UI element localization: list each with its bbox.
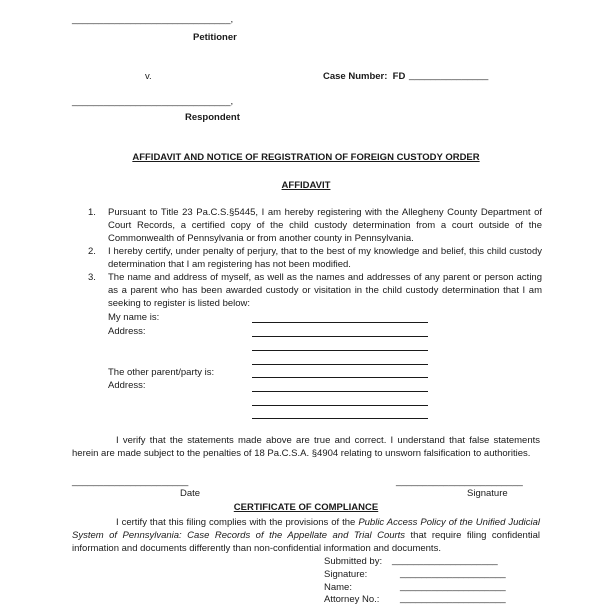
address-field-line-3[interactable] [252,364,428,365]
affidavit-heading: AFFIDAVIT [281,180,331,191]
petitioner-line[interactable]: ______________________________, [72,14,234,25]
name-field-label: Name: [324,582,352,593]
other-address-label: Address: [108,380,146,391]
verification-paragraph: I verify that the statements made above are true and correct. I understand that false statements herein are made subject to the penalties of 18 Pa.C.S.A. §4904 relating to unsworn falsification to authorities. [72,435,540,459]
respondent-label: Respondent [185,112,240,123]
certificate-text-start: I certify that this filing complies with the provisions of the [116,517,359,528]
case-number-field[interactable]: _______________ [409,70,489,81]
address-label: Address: [108,326,146,337]
date-label: Date [180,488,201,499]
signature-line[interactable]: ________________________ [396,476,523,487]
other-address-field-line-3[interactable] [252,418,428,419]
certificate-policy-title: Public Access Policy of the Unified Judicial System of Pennsylvania: Case Records of the Appellate and Trial Courts [72,517,541,541]
attorney-number-label: Attorney No.: [324,594,380,605]
item-text: The name and address of myself, as well as the names and addresses of any parent or person acting as a parent who has been awarded custody or visitation in the child custody determination that I am seeking to register is listed below: [108,272,542,309]
address-field-line-1[interactable] [252,336,428,337]
item-number: 1. [88,207,96,218]
signature-field-label: Signature: [324,569,368,580]
other-party-label: The other parent/party is: [108,367,215,378]
signature-label: Signature [467,488,508,499]
attorney-number-field[interactable]: ____________________ [400,593,506,604]
submitted-by-field[interactable]: ____________________ [392,555,498,566]
list-item [88,206,542,245]
item-number: 2. [88,246,96,257]
versus-label: v. [145,71,152,82]
date-line[interactable]: ______________________ [72,476,189,487]
other-address-field-line-2[interactable] [252,405,428,406]
my-name-field[interactable] [252,322,428,323]
list-item [88,271,542,310]
other-party-field[interactable] [252,377,428,378]
other-address-field-line-1[interactable] [252,391,428,392]
petitioner-label: Petitioner [193,32,237,43]
affidavit-list [88,206,542,310]
my-name-label: My name is: [108,312,160,323]
certificate-title: CERTIFICATE OF COMPLIANCE [233,502,379,513]
case-number-label: Case Number: FD [323,71,406,82]
certificate-text-end: that require filing confidential information and documents differently than non-confidential information and documents. [72,530,540,554]
signature-field[interactable]: ____________________ [400,568,506,579]
respondent-line[interactable]: ______________________________, [72,96,234,107]
name-field[interactable]: ____________________ [400,581,506,592]
document-title: AFFIDAVIT AND NOTICE OF REGISTRATION OF FOREIGN CUSTODY ORDER [132,152,480,163]
item-text: I hereby certify, under penalty of perjury, that to the best of my knowledge and belief, this child custody determination that I am registering has not been modified. [108,246,542,270]
list-item [88,245,542,271]
certificate-paragraph [72,516,540,555]
submitted-by-label: Submitted by: [324,556,383,567]
item-number: 3. [88,272,96,283]
item-text: Pursuant to Title 23 Pa.C.S.§5445, I am hereby registering with the Allegheny County Department of Court Records, a certified copy of the child custody determination from a court outside of the Commonwealth of Pennsylvania or from another county in Pennsylvania. [108,207,542,244]
address-field-line-2[interactable] [252,350,428,351]
